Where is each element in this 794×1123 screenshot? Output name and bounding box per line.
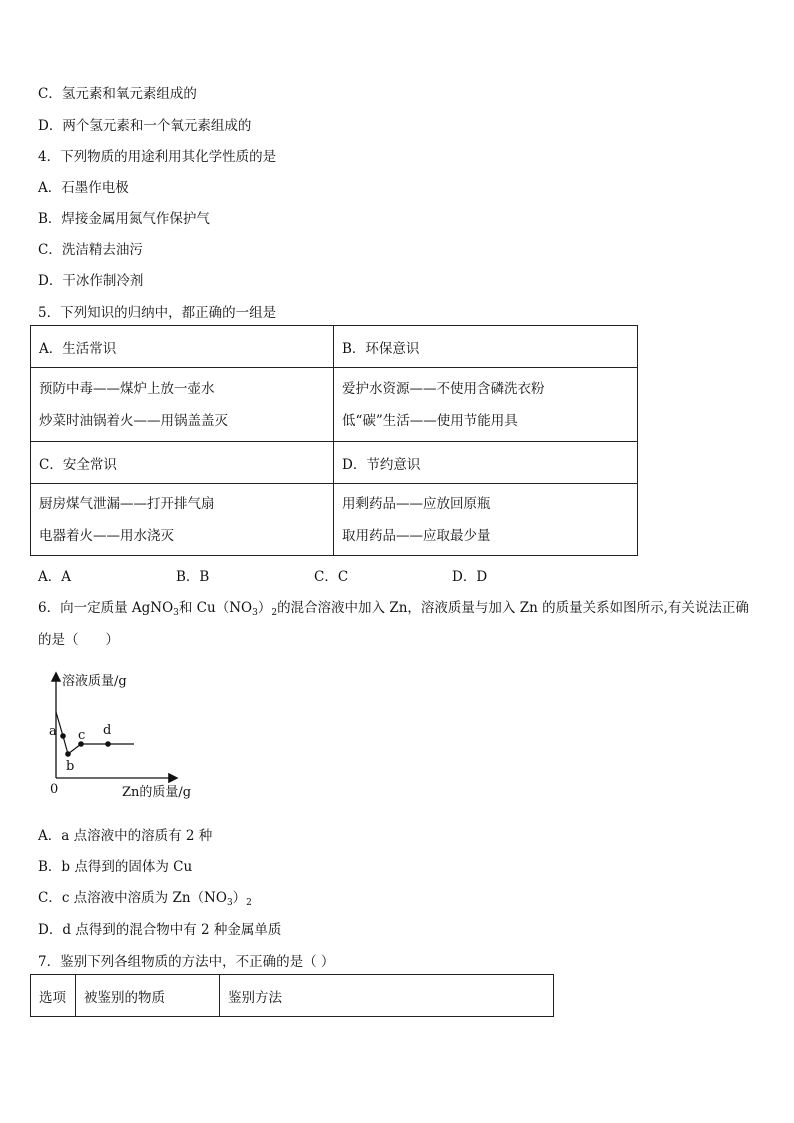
point-d-dot bbox=[105, 741, 111, 747]
q4-stem: 4．下列物质的用途利用其化学性质的是 bbox=[38, 149, 277, 165]
point-b-label: b bbox=[66, 759, 75, 774]
q6-stem-text-3: ） bbox=[257, 600, 272, 616]
q6-option-c-text-2: ） bbox=[232, 890, 247, 906]
q6-stem-sub-2: 3 bbox=[252, 608, 258, 618]
q6-stem-line2: 的是（ ） bbox=[38, 632, 119, 648]
q6-stem-sub-1: 3 bbox=[173, 608, 179, 618]
q4-option-c: C．洗洁精去油污 bbox=[38, 242, 143, 258]
y-axis-label: 溶液质量/g bbox=[62, 674, 127, 689]
q5-cell-c-body bbox=[31, 484, 334, 556]
q7-header-option: 选项 bbox=[31, 975, 76, 1017]
q5-option-c: C．C bbox=[314, 569, 349, 585]
point-c-label: c bbox=[78, 728, 86, 743]
q5-cell-c-line1: 厨房煤气泄漏——打开排气扇 bbox=[39, 495, 215, 512]
q7-header-substances: 被鉴别的物质 bbox=[76, 975, 220, 1017]
q5-cell-c-line2: 电器着火——用水浇灭 bbox=[39, 527, 174, 544]
q5-option-b: B．B bbox=[176, 569, 210, 585]
q6-option-a: A．a 点溶液中的溶质有 2 种 bbox=[38, 828, 213, 844]
q5-stem: 5．下列知识的归纳中，都正确的一组是 bbox=[38, 305, 277, 321]
q7-stem: 7．鉴别下列各组物质的方法中，不正确的是（ ） bbox=[38, 954, 335, 970]
q6-option-c-sub-1: 3 bbox=[226, 898, 233, 908]
q6-stem-text-2: 和 Cu（NO bbox=[178, 600, 253, 616]
point-a-label: a bbox=[49, 724, 57, 739]
x-axis-label: Zn的质量/g bbox=[122, 785, 192, 800]
q6-stem-text-1: 6．向一定质量 AgNO bbox=[38, 600, 174, 616]
q6-option-c bbox=[38, 886, 252, 908]
q5-cell-a-head: A．生活常识 bbox=[31, 326, 334, 368]
q5-cell-d-head: D．节约意识 bbox=[334, 442, 638, 484]
q7-method-table bbox=[30, 974, 554, 1017]
q6-stem-sub-3: 2 bbox=[271, 608, 278, 618]
q6-stem-text-4: 的混合溶液中加入 Zn，溶液质量与加入 Zn 的质量关系如图所示,有关说法正确 bbox=[277, 600, 749, 616]
q5-cell-a-line1: 预防中毒——煤炉上放一壶水 bbox=[39, 380, 215, 397]
q5-cell-d-line2: 取用药品——应取最少量 bbox=[342, 527, 491, 544]
q5-cell-a-body bbox=[31, 368, 334, 442]
q5-knowledge-table bbox=[30, 325, 638, 556]
q6-option-d: D．d 点得到的混合物中有 2 种金属单质 bbox=[38, 922, 282, 938]
solution-mass-curve bbox=[56, 712, 134, 754]
q4-option-a: A．石墨作电极 bbox=[38, 180, 129, 196]
point-a-dot bbox=[60, 733, 66, 739]
q5-cell-b-line1: 爱护水资源——不使用含磷洗衣粉 bbox=[342, 380, 545, 397]
q4-option-d: D．干冰作制冷剂 bbox=[38, 273, 144, 289]
q5-cell-d-body bbox=[334, 484, 638, 556]
q6-mass-graph bbox=[40, 668, 220, 804]
q7-header-method: 鉴别方法 bbox=[220, 975, 554, 1017]
q6-option-c-sub-2: 2 bbox=[246, 898, 252, 908]
point-d-label: d bbox=[103, 723, 112, 738]
q6-stem bbox=[38, 596, 749, 618]
q5-cell-b-line2: 低“碳”生活——使用节能用具 bbox=[342, 412, 518, 429]
q6-option-c-text-1: C．c 点溶液中溶质为 Zn（NO bbox=[38, 890, 227, 906]
q5-cell-a-line2: 炒菜时油锅着火——用锅盖盖灭 bbox=[39, 412, 228, 429]
q5-cell-b-head: B．环保意识 bbox=[334, 326, 638, 368]
q5-option-a: A．A bbox=[38, 569, 71, 585]
q5-option-d: D．D bbox=[452, 569, 488, 585]
point-b-dot bbox=[65, 751, 71, 757]
q6-option-b: B．b 点得到的固体为 Cu bbox=[38, 859, 193, 875]
q4-option-b: B．焊接金属用氮气作保护气 bbox=[38, 211, 210, 227]
q3-option-c: C．氢元素和氧元素组成的 bbox=[38, 86, 197, 102]
q5-cell-d-line1: 用剩药品——应放回原瓶 bbox=[342, 495, 491, 512]
q5-cell-c-head: C．安全常识 bbox=[31, 442, 334, 484]
q5-options bbox=[38, 565, 590, 585]
q3-option-d: D．两个氢元素和一个氧元素组成的 bbox=[38, 118, 252, 134]
q5-cell-b-body bbox=[334, 368, 638, 442]
origin-label: 0 bbox=[50, 782, 59, 797]
